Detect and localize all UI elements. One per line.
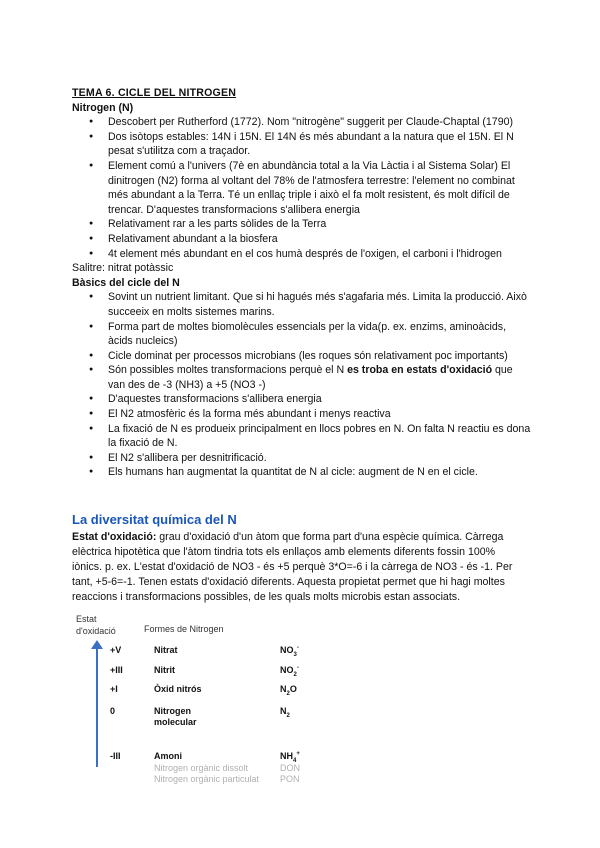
page-title: TEMA 6. CICLE DEL NITROGEN bbox=[72, 87, 237, 99]
form-name: Nitrogen orgànic particulat bbox=[154, 774, 260, 784]
form-code: PON bbox=[280, 774, 300, 784]
form-name: Nitrit bbox=[154, 665, 175, 675]
term-label: Estat d'oxidació: bbox=[72, 531, 157, 543]
list-item: ● Element comú a l'univers (7è en abundància total a la Via Làctia i al Sistema Solar) El dinitrogen (N2) forma al voltant del 78% de l'atmosfera terrestre: l'element no combinat més abundant a la Terra. Té un enllaç triple i això el fa molt resistent, és molt difícil de trencar. D'aquestes transformacions s'allibera energia bbox=[72, 159, 532, 217]
formula: $NH_4^+$ bbox=[280, 751, 300, 764]
list-item: ● Descobert per Rutherford (1772). Nom "nitrogène" suggerit per Claude-Chaptal (1790) bbox=[72, 115, 532, 130]
oxidation-states-figure bbox=[74, 612, 334, 792]
list-item: ● Sovint un nutrient limitant. Que si hi hagués més s'agafaria més. Limita la producció. Això succeeix en molts sistemes marins. bbox=[72, 290, 532, 319]
list-item: ● Cicle dominat per processos microbians (les roques són relativament poc importants) bbox=[72, 349, 532, 364]
note-text: Salitre: nitrat potàssic bbox=[72, 262, 174, 275]
paragraph-text: grau d'oxidació d'un àtom que forma part d'una espècie química. Càrrega elèctrica hipotètica que l'àtom tindria tots els enllaços amb elements diferents fossin 100% iònics. p. ex. L'estat d'oxidació de NO3 - és +5 perquè 3*O=-6 i la càrrega de NO3 - és -1. Per tant, +5-6=-1. Tenen estats d'oxidació diferents. Aquesta propietat permet que hi hagi moltes reaccions i transformacions possibles, de les quals molts microbis estan associats. bbox=[72, 531, 513, 603]
state-value: 0 bbox=[110, 706, 116, 716]
oxidation-axis-arrow bbox=[96, 647, 98, 767]
section-1 bbox=[72, 86, 532, 480]
list-item: ● El N2 atmosfèric és la forma més abundant i menys reactiva bbox=[72, 407, 532, 422]
state-value: -III bbox=[110, 751, 121, 761]
list-item: ● El N2 s'allibera per desnitrificació. bbox=[72, 451, 532, 466]
formula: $N_2$ bbox=[280, 706, 290, 719]
list-item: ● Relativament rar a les parts sòlides de la Terra bbox=[72, 217, 532, 232]
nitrogen-bullet-list bbox=[72, 115, 532, 261]
form-name: Nitrat bbox=[154, 645, 178, 655]
basics-bullet-list bbox=[72, 290, 532, 480]
section-heading-nitrogen: Nitrogen (N) bbox=[72, 101, 134, 114]
form-name: Amoni bbox=[154, 751, 182, 761]
form-name: Nitrogen orgànic dissolt bbox=[154, 763, 249, 773]
form-name: Nitrogen bbox=[154, 706, 191, 716]
section-heading-diversity: La diversitat química del N bbox=[72, 512, 237, 527]
list-item: ● La fixació de N es produeix principalment en llocs pobres en N. On falta N reactiu es dona la fixació de N. bbox=[72, 422, 532, 451]
formula: $NO_2^-$ bbox=[280, 665, 299, 678]
list-item: ● Els humans han augmentat la quantitat de N al cicle: augment de N en el cicle. bbox=[72, 465, 532, 480]
bullet-text: Són possibles moltes transformacions perquè el N bbox=[108, 364, 348, 377]
list-item bbox=[72, 363, 532, 392]
list-item: ● Dos isòtops estables: 14N i 15N. El 14N és més abundant a la natura que el 15N. El N pesat s'utilitza com a traçador. bbox=[72, 130, 532, 159]
list-item: ● 4t element més abundant en el cos humà després de l'oxigen, el carboni i l'hidrogen bbox=[72, 247, 532, 262]
axis-label: d'oxidació bbox=[76, 626, 116, 636]
column-header: Formes de Nitrogen bbox=[144, 624, 224, 634]
bullet-bold-text: es troba en estats d'oxidació bbox=[347, 364, 493, 377]
form-name: molecular bbox=[154, 717, 197, 727]
state-value: +V bbox=[110, 645, 122, 655]
formula: $NO_3^-$ bbox=[280, 645, 299, 658]
form-code: DON bbox=[280, 763, 300, 773]
state-value: +III bbox=[110, 665, 123, 675]
formula: $N_2O$ bbox=[280, 684, 297, 697]
oxidation-paragraph bbox=[72, 530, 528, 605]
list-item: ● D'aquestes transformacions s'allibera energia bbox=[72, 392, 532, 407]
bullet-text: que van des de -3 (NH3) a +5 (NO3 -) bbox=[108, 364, 513, 391]
form-name: Òxid nitrós bbox=[154, 684, 202, 694]
list-item: ● Forma part de moltes biomolècules essencials per la vida(p. ex. enzims, aminoàcids, àcids nucleics) bbox=[72, 320, 532, 349]
axis-label: Estat bbox=[76, 614, 97, 624]
list-item: ● Relativament abundant a la biosfera bbox=[72, 232, 532, 247]
section-heading-basics: Bàsics del cicle del N bbox=[72, 276, 180, 289]
state-value: +I bbox=[110, 684, 118, 694]
